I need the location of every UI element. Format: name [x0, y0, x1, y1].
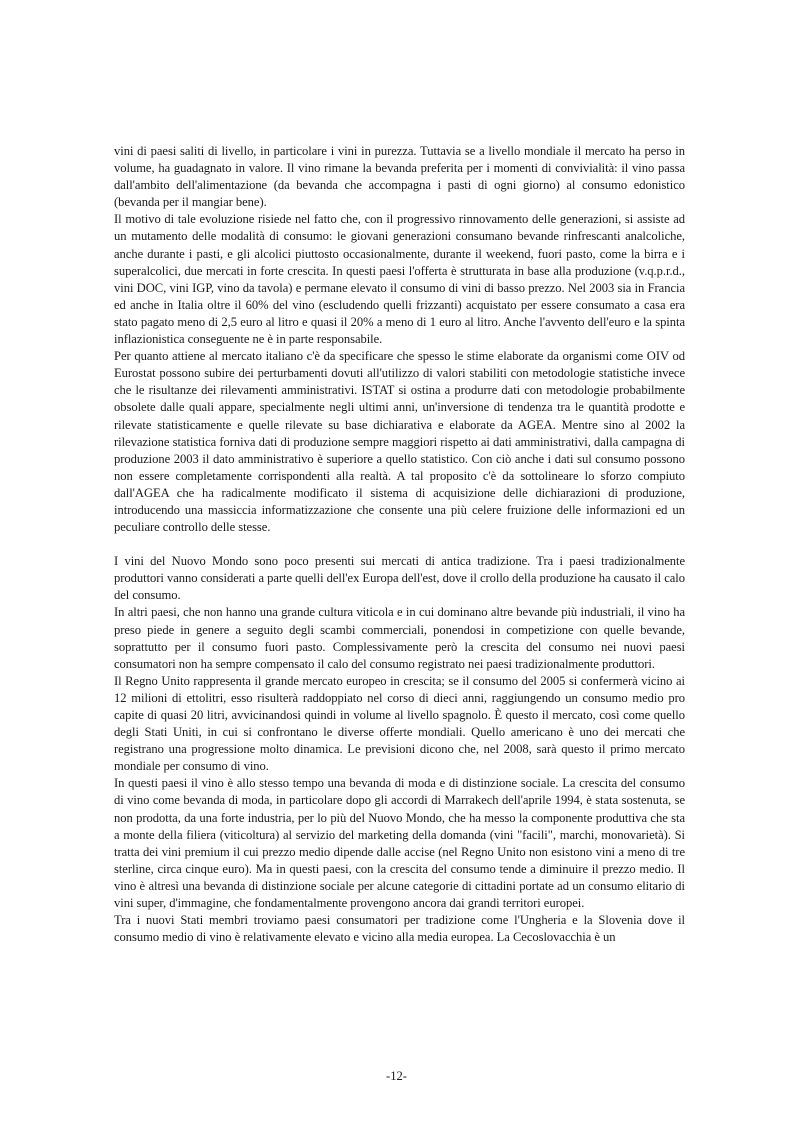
document-body [114, 143, 685, 946]
section-spacer [114, 536, 685, 553]
paragraph-fashion-and-distinction: In questi paesi il vino è allo stesso tempo una bevanda di moda e di distinzione sociale. La crescita del consumo di vino come bevanda di moda, in particolare dopo gli accordi di Marrakech dell'aprile 1994, è stata sostenuta, se non prodotta, da una forte industria, per lo più del Nuovo Mondo, che ha messo la componente produttiva che sta a monte della filiera (viticoltura) al servizio del marketing della domanda (vini "facili", marchi, monovarietà). Si tratta dei vini premium il cui prezzo medio dipende dalle accise (nel Regno Unito non esistono vini a meno di tre sterline, circa cinque euro). Ma in questi paesi, con la crescita del consumo tende a diminuire il prezzo medio. Il vino è altresì una bevanda di distinzione sociale per alcune categorie di cittadini portate ad un consumo elitario di vini super, d'immagine, che fondamentalmente provengono ancora dai grandi territori europei. [114, 776, 685, 911]
paragraph-non-traditional-countries: In altri paesi, che non hanno una grande cultura viticola e in cui dominano altre bevande più industriali, il vino ha preso piede in genere a seguito degli scambi commerciali, ponendosi in competizione con quelle bevande, soprattutto per il consumo fuori pasto. Complessivamente però la crescita del consumo nei nuovi paesi consumatori non ha sempre compensato il calo del consumo registrato nei paesi tradizionalmente produttori. [114, 605, 685, 671]
paragraph-consumption-evolution: Il motivo di tale evoluzione risiede nel fatto che, con il progressivo rinnovamento delle generazioni, si assiste ad un mutamento delle modalità di consumo: le giovani generazioni consumano bevande rinfrescanti analcoliche, anche durante i pasti, e gli alcolici piuttosto occasionalmente, durante il weekend, fuori pasto, come la birra e i superalcolici, due mercati in forte crescita. In questi paesi l'offerta è strutturata in base alla produzione (v.q.p.r.d., vini DOC, vini IGP, vino da tavola) e permane elevato il consumo di vini di basso prezzo. Nel 2003 sia in Francia ed anche in Italia oltre il 60% del vino (escludendo quelli frizzanti) acquistato per essere consumato a casa era stato pagato meno di 2,5 euro al litro e quasi il 20% a meno di 1 euro al litro. Anche l'avvento dell'euro e la spinta inflazionistica conseguente ne è in parte responsabile. [114, 212, 685, 347]
paragraph-wine-value-shift: vini di paesi saliti di livello, in particolare i vini in purezza. Tuttavia se a livello mondiale il mercato ha perso in volume, ha guadagnato in valore. Il vino rimane la bevanda preferita per i momenti di convivialità: il vino passa dall'ambito dell'alimentazione (da bevanda che accompagna i pasti di ogni giorno) al consumo edonistico (bevanda per il mangiar bene). [114, 144, 685, 210]
paragraph-united-kingdom-market: Il Regno Unito rappresenta il grande mercato europeo in crescita; se il consumo del 2005 si confermerà vicino ai 12 milioni di ettolitri, esso risulterà raddoppiato nel corso di dieci anni, raggiungendo un consumo medio pro capite di quasi 20 litri, avvicinandosi quindi in volume al livello spagnolo. È questo il mercato, così come quello degli Stati Uniti, in cui si confrontano le diverse offerte mondiali. Quello americano è uno dei mercati che registrano una progressione molto dinamica. Le previsioni dicono che, nel 2008, sarà questo il primo mercato mondiale per consumo di vino. [114, 673, 685, 774]
paragraph-new-member-states: Tra i nuovi Stati membri troviamo paesi consumatori per tradizione come l'Ungheria e la Slovenia dove il consumo medio di vino è relativamente elevato e vicino alla media europea. La Cecoslovacchia è un [114, 913, 685, 945]
paragraph-italian-market-statistics: Per quanto attiene al mercato italiano c'è da specificare che spesso le stime elaborate da organismi come OIV od Eurostat possono subire dei perturbamenti dovuti all'utilizzo di valori stabiliti con metodologie statistiche invece che le risultanze dei rilevamenti amministrativi. ISTAT si ostina a produrre dati con metodologie probabilmente obsolete dalle quali appare, specialmente negli ultimi anni, un'inversione di tendenza tra le quantità prodotte e rilevate statisticamente e quelle rilevate su base dichiarativa e elaborate da AGEA. Mentre sino al 2002 la rilevazione statistica forniva dati di produzione sempre maggiori rispetto ai dati amministrativi, dalla campagna di produzione 2003 il dato amministrativo è superiore a quello statistico. Con ciò anche i dati sul consumo possono non essere completamente corrispondenti alla realtà. A tal proposito c'è da sottolineare lo sforzo compiuto dall'AGEA che ha radicalmente modificato il sistema di acquisizione delle dichiarazioni di produzione, introducendo una massiccia informatizzazione che consente una più celere fruizione delle informazioni ed un peculiare controllo delle stesse. [114, 349, 685, 535]
paragraph-new-world-wines: I vini del Nuovo Mondo sono poco presenti sui mercati di antica tradizione. Tra i paesi tradizionalmente produttori vanno considerati a parte quelli dell'ex Europa dell'est, dove il crollo della produzione ha causato il calo del consumo. [114, 554, 685, 603]
page-number: -12- [386, 1069, 407, 1083]
